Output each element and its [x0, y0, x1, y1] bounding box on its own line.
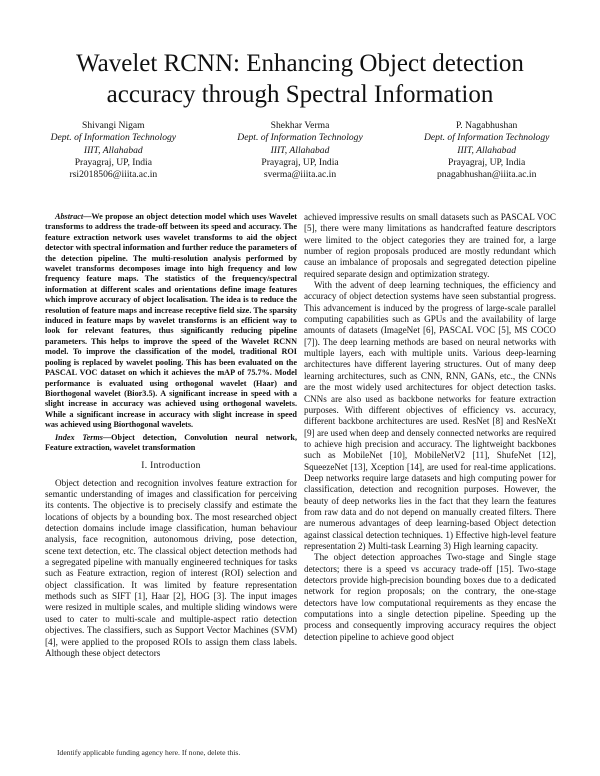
- body-paragraph: The object detection approaches Two-stage and Single stage detectors; there is a speed vs accuracy trade-off [15]. Two-stage detectors provide high-precision bounding boxes due to a dedicated network for region proposals; on the contrary, the one-stage detectors have low computational requirements as they encase the computations into a single detection pipeline. Speeding up the process and consequently improving accuracy requires the object detection pipeline to achieve good object: [304, 552, 556, 642]
- author-name: P. Nagabhushan: [456, 120, 518, 131]
- intro-paragraph: Object detection and recognition involves feature extraction for semantic understanding of images and classification for perceiving its contents. The objective is to precisely classify and estimate the locations of objects by a bounding box. The most researched object detection domains include image classification, human behaviour analysis, face recognition, autonomous driving, pose detection, scene text detection, etc. The classical object detection methods had a segregated pipeline with manually engineered techniques for tasks such as Feature extraction, region of interest (ROI) selection and object classification. It was limited by feature representation methods such as SIFT [1], Haar [2], HOG [3]. The input images were resized in multiple scales, and multiple sliding windows were used to cater to multi-scale and multiple-aspect ratio detection objectives. The classifiers, such as Support Vector Machines (SVM) [4], were applied to the proposed ROIs to assign them class labels. Although these object detectors: [45, 477, 297, 658]
- author-institute: IIIT, Allahabad: [83, 144, 143, 156]
- left-column: [45, 212, 297, 659]
- author-institute: IIIT, Allahabad: [270, 144, 330, 156]
- body-paragraph: With the advent of deep learning techniques, the efficiency and accuracy of object detection systems have seen substantial progress. This advancement is induced by the progress of large-scale parallel computing capabilities such as GPUs and the availability of large amounts of datasets (ImageNet [6], PASCAL VOC [5], MS COCO [7]). The deep learning methods are based on neural networks with multiple layers, each with multiple units. Various deep-learning architectures have different layering structures. Out of many deep learning architectures, such as CNN, RNN, GANs, etc., the CNNs are the most widely used architectures for object detection tasks. CNNs are also used as backbone networks for feature extraction purposes. With different objectives of efficiency vs. accuracy, different backbone architectures are used. ResNet [8] and ResNeXt [9] are used when deep and densely connected networks are required to achieve high precision and accuracy. The lightweight backbones such as MobileNet [10], MobileNetV2 [11], ShufeNet [12], SqueezeNet [13], Xception [14], are used for real-time applications. Deep networks require large datasets and high computing power for classification, detection and recognition purposes. However, the beauty of deep networks lies in the fact that they learn the features from raw data and do not depend on manually created filters. There are numerous advantages of deep learning-based Object detection against classical detection techniques. 1) Effective high-level feature representation 2) Multi-task Learning 3) High learning capacity.: [304, 280, 556, 551]
- abstract: [45, 212, 297, 431]
- author-dept: Dept. of Information Technology: [50, 132, 177, 144]
- author-location: Prayagraj, UP, India: [448, 156, 526, 168]
- author-dept: Dept. of Information Technology: [423, 132, 550, 144]
- author-block: [20, 120, 580, 181]
- author-location: Prayagraj, UP, India: [74, 156, 152, 168]
- abstract-text: —We propose an object detection model which uses Wavelet transforms to address the trade-off between its speed and accuracy. The feature extraction network uses wavelet transforms to aid the object detector with spectral information and further reduce the parameters of the detection pipeline. The multi-resolution analysis performed by wavelet transforms decomposes image into high frequency and low frequency feature maps. The statistics of the frequency/spectral information at different scales and orientations define image features which improve accuracy of object localisation. The idea is to reduce the resolution of feature maps and increase receptive field size. The sparsity induced in feature maps by wavelet transforms is an efficient way to look for relevant features, thus significantly reducing pipeline parameters. This helps to improve the speed of the Wavelet RCNN model. To improve the classification of the model, traditional ROI pooling is replaced by wavelet pooling. This has been evaluated on the PASCAL VOC dataset on which it achieves the mAP of 75.7%. Model performance is evaluated using orthogonal wavelet (Haar) and Biorthogonal wavelet (Bior3.5). A significant increase in speed with a slight increase in accuracy was achieved using orthogonal wavelets. While a significant increase in accuracy with slight increase in speed was achieved using Biorthogonal wavelets.: [45, 212, 297, 430]
- author-dept: Dept. of Information Technology: [237, 132, 363, 144]
- funding-footnote: Identify applicable funding agency here. If none, delete this.: [57, 748, 241, 757]
- author-email: pnagabhushan@iiita.ac.in: [436, 169, 537, 181]
- index-terms: [45, 433, 297, 454]
- author-2: [207, 120, 394, 181]
- author-3: [393, 120, 580, 181]
- paper-title: Wavelet RCNN: Enhancing Object detection accuracy through Spectral Information: [76, 50, 524, 108]
- author-location: Prayagraj, UP, India: [261, 156, 339, 168]
- index-terms-text: —Object detection, Convolution neural network, Feature extraction, wavelet transformation: [45, 432, 297, 452]
- author-email: rsi2018506@iiita.ac.in: [69, 169, 158, 181]
- index-terms-label: Index Terms: [55, 432, 103, 442]
- author-name: Shivangi Nigam: [82, 120, 145, 131]
- body-paragraph: achieved impressive results on small datasets such as PASCAL VOC [5], there were many limitations as handcrafted feature descriptors were limited to the object categories they are trained for, a large number of region proposals produced are mostly redundant which cause an imbalance of proposals and segregated detection pipeline required separate design and optimization strategy.: [304, 212, 556, 279]
- author-email: sverma@iiita.ac.in: [263, 169, 337, 181]
- author-1: [20, 120, 207, 181]
- abstract-label: Abstract: [55, 212, 84, 221]
- author-institute: IIIT, Allahabad: [457, 144, 517, 156]
- section-heading: I. Introduction: [141, 461, 201, 472]
- author-name: Shekhar Verma: [270, 120, 330, 131]
- right-column: [304, 212, 556, 643]
